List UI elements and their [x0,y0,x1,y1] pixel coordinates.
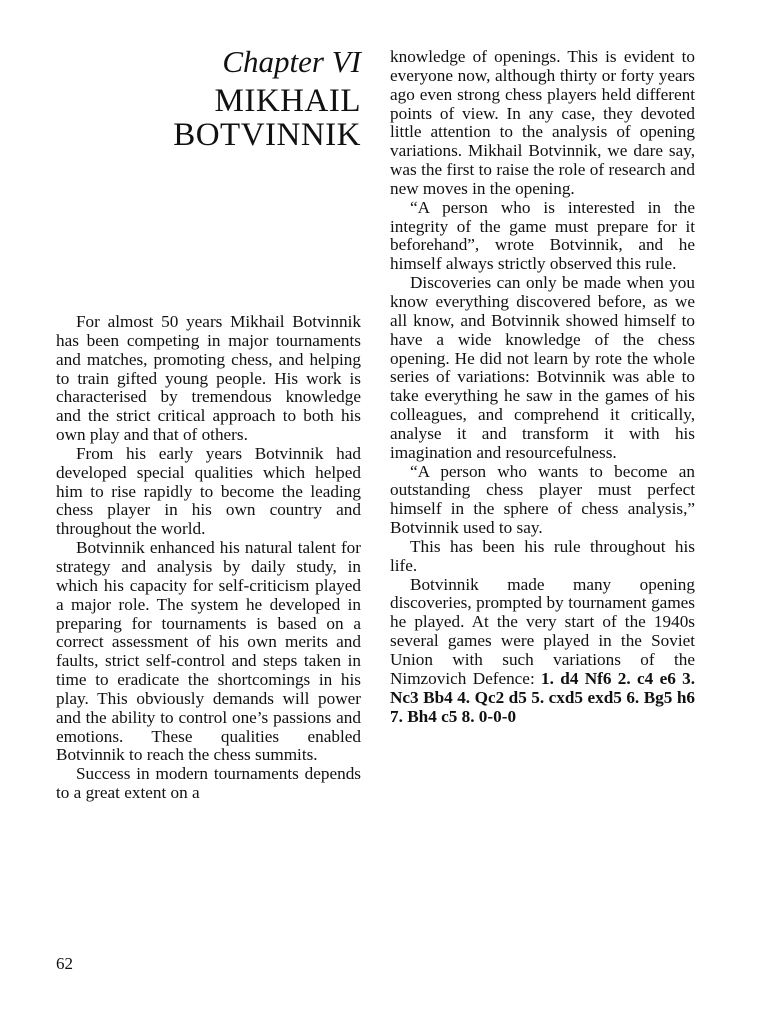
paragraph-text: Botvinnik made many opening discoveries, prompted by tournament games he played. At the very start of the 1940s several games were played in the Soviet Union with such variations of the Nimzovich Defence: [390,574,695,688]
body-paragraph: “A person who wants to become an outstanding chess player must perfect himself in the sphere of chess analysis,” Botvinnik used to say. [390,461,695,538]
continued-paragraph: knowledge of openings. This is evident to everyone now, although thirty or forty years ago even strong chess players held different points of view. In any case, they devoted little attention to the analysis of opening variations. Mikhail Botvinnik, we dare say, was the first to raise the role of research and new moves in the opening. [390,47,695,198]
left-text-column [56,313,361,803]
body-paragraph: “A person who is interested in the integrity of the game must prepare for it beforehand”, wrote Botvinnik, and he himself always strictly observed this rule. [390,197,695,274]
chapter-title-line: MIKHAIL [214,83,361,119]
page-number: 62 [56,954,73,973]
body-paragraph: Discoveries can only be made when you know everything discovered before, as we all know, and Botvinnik showed himself to have a wide knowledge of the chess opening. He did not learn by rote the whole series of variations: Botvinnik was able to take everything he saw in the games of his colleagues, and comprehend it critically, analyse it and transform it with his imagination and resourcefulness. [390,273,695,462]
body-paragraph: From his early years Botvinnik had developed special qualities which helped him to rise rapidly to become the leading chess player in his own country and throughout the world. [56,443,361,539]
chapter-title [56,84,361,152]
right-text-column [390,48,695,726]
body-paragraph: Botvinnik enhanced his natural talent for strategy and analysis by daily study, in which his capacity for self-criticism played a major role. The system he developed in preparing for tournaments is based on a correct assessment of his own merits and faults, strict self-control and steps taken in time to eradicate the shortcomings in his play. This obviously demands will power and the ability to control one’s passions and emotions. These qualities enabled Botvinnik to reach the chess summits. [56,538,361,765]
chapter-heading [56,44,361,152]
body-paragraph: Success in modern tournaments depends to a great extent on a [56,764,361,803]
body-paragraph: This has been his rule throughout his life. [390,536,695,575]
body-paragraph: For almost 50 years Mikhail Botvinnik has been competing in major tournaments and matches, promoting chess, and helping to train gifted young people. His work is characterised by tremendous knowledge and the strict critical approach to both his own play and that of others. [56,312,361,445]
chapter-label: Chapter VI [222,44,361,79]
body-paragraph-with-moves [390,576,695,727]
chapter-title-line: BOTVINNIK [173,117,361,153]
chess-moves: 1. d4 Nf6 2. c4 e6 3. Nc3 Bb4 4. Qc2 d5 5. cxd5 exd5 6. Bg5 h6 7. Bh4 c5 8. 0-0-0 [390,668,696,726]
